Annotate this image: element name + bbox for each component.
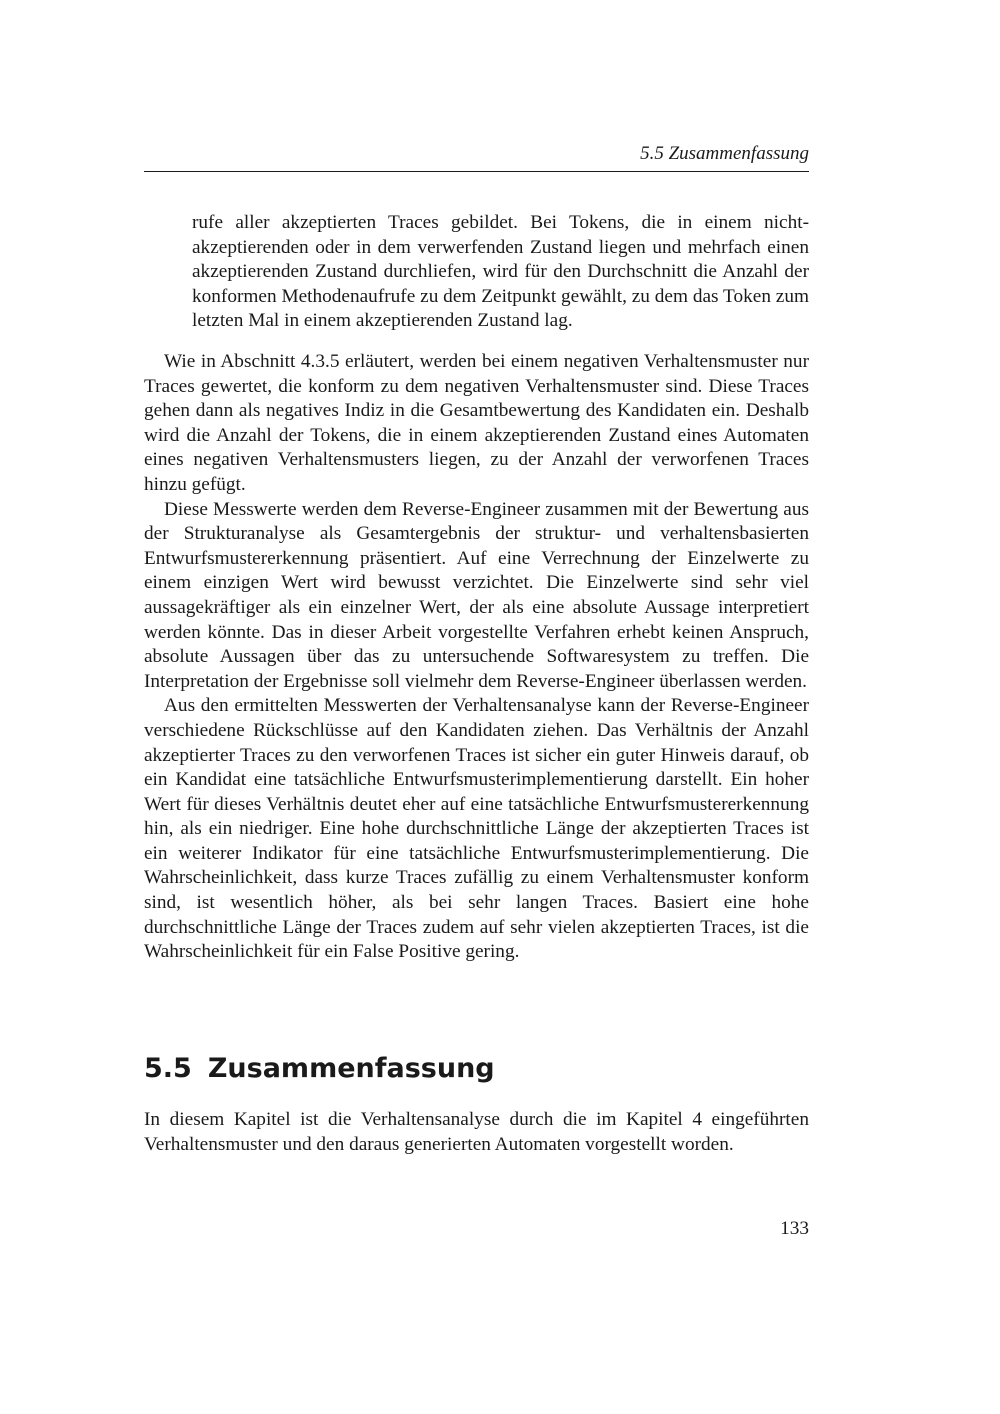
body-text xyxy=(144,350,809,965)
summary-paragraph: In diesem Kapitel ist die Verhaltensanalyse durch die im Kapitel 4 eingeführten Verhaltensmuster und den daraus generierten Automaten vorgestellt worden. xyxy=(144,1109,809,1155)
section-title: Zusammenfassung xyxy=(207,1053,495,1084)
paragraph-measurements: Diese Messwerte werden dem Reverse-Engineer zusammen mit der Bewertung aus der Strukturanalyse als Gesamtergebnis der struktur- und verhaltensbasierten Entwurfsmustererkennung präsentiert. Auf eine Verrechnung der Einzelwerte zu einem einzigen Wert wird bewusst verzichtet. Die Einzelwerte sind sehr viel aussagekräftiger als ein einzelner Wert, der als eine absolute Aussage interpretiert werden könnte. Das in dieser Arbeit vorgestellte Verfahren erhebt keinen Anspruch, absolute Aussagen über das zu untersuchende Softwaresystem zu treffen. Die Interpretation der Ergebnisse soll vielmehr dem Reverse-Engineer überlassen werden. xyxy=(144,498,809,692)
header-rule xyxy=(144,171,809,172)
page-number: 133 xyxy=(780,1218,809,1239)
section-number: 5.5 xyxy=(144,1053,192,1084)
paragraph-negative-patterns: Wie in Abschnitt 4.3.5 erläutert, werden bei einem negativen Verhaltensmuster nur Traces gewertet, die konform zu dem negativen Verhaltensmuster sind. Diese Traces gehen dann als negatives Indiz in die Gesamtbewertung des Kandidaten ein. Deshalb wird die Anzahl der Tokens, die in einem akzeptierenden Zustand eines Automaten eines negativen Verhaltensmusters liegen, zu der Anzahl der verworfenen Traces hinzu gefügt. xyxy=(144,351,809,495)
continued-list-item xyxy=(192,211,809,334)
paragraph-conclusions: Aus den ermittelten Messwerten der Verhaltensanalyse kann der Reverse-Engineer verschiedene Rückschlüsse auf den Kandidaten ziehen. Das Verhältnis der Anzahl akzeptierter Traces zu den verworfenen Traces ist sicher ein guter Hinweis darauf, ob ein Kandidat eine tatsächliche Entwurfsmusterimplementierung darstellt. Ein hoher Wert für dieses Verhältnis deutet eher auf eine tatsächliche Entwurfsmustererkennung hin, als ein niedriger. Eine hohe durchschnittliche Länge der akzeptierten Traces ist ein weiterer Indikator für eine tatsächliche Entwurfsmusterimplementierung. Die Wahrscheinlichkeit, dass kurze Traces zufällig zu einem Verhaltensmuster konform sind, ist wesentlich höher, als bei sehr langen Traces. Basiert eine hohe durchschnittliche Länge der Traces zudem auf sehr vielen akzeptierten Traces, ist die Wahrscheinlichkeit für ein False Positive gering. xyxy=(144,695,809,963)
running-header: 5.5 Zusammenfassung xyxy=(640,143,809,164)
continued-paragraph: rufe aller akzeptierten Traces gebildet. Bei Tokens, die in einem nichtakzeptierenden oder in dem verwerfenden Zustand liegen und mehrfach einen akzeptierenden Zustand durchliefen, wird für den Durchschnitt die Anzahl der konformen Methodenaufrufe zu dem Zeitpunkt gewählt, zu dem das Token zum letzten Mal in einem akzeptierenden Zustand lag. xyxy=(192,212,809,332)
summary-section-body xyxy=(144,1108,809,1157)
section-heading xyxy=(144,1051,809,1087)
